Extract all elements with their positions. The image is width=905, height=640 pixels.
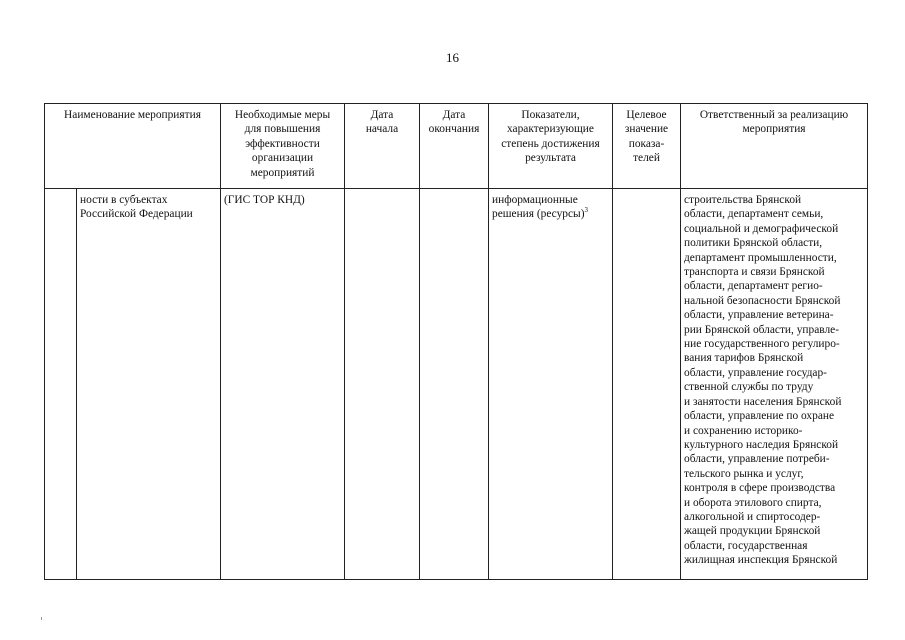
header-target-line: Целевое bbox=[626, 109, 667, 121]
row-indicators bbox=[489, 189, 613, 580]
row-measures bbox=[221, 189, 345, 580]
responsible-line: ние государственного регулиро- bbox=[684, 338, 840, 351]
header-target-line: значение bbox=[624, 123, 669, 136]
responsible-line: вания тарифов Брянской bbox=[684, 352, 804, 365]
row-target-value bbox=[613, 189, 681, 580]
header-indicators bbox=[489, 104, 613, 189]
header-end-date-line: Дата bbox=[442, 109, 466, 121]
responsible-line: области, государственная bbox=[684, 539, 808, 552]
page-number: 16 bbox=[446, 50, 459, 65]
header-measures bbox=[221, 104, 345, 189]
responsible-line: и занятости населения Брянской bbox=[684, 395, 842, 408]
responsible-line: транспорта и связи Брянской bbox=[684, 266, 825, 279]
header-measures-line: Необходимые меры bbox=[234, 109, 331, 121]
responsible-line: жащей продукции Брянской bbox=[684, 525, 821, 538]
event-name-line: ности в субъектах bbox=[80, 194, 168, 206]
header-responsible bbox=[681, 104, 868, 189]
indicators-line bbox=[492, 207, 609, 221]
header-start-date-line: Дата bbox=[370, 109, 394, 121]
responsible-line: области, департамент регио- bbox=[684, 280, 823, 293]
responsible-line: культурного наследия Брянской bbox=[684, 438, 839, 451]
responsible-line: области, управление потреби- bbox=[684, 453, 830, 466]
responsible-line: жилищная инспекция Брянской bbox=[684, 554, 838, 567]
responsible-line: рии Брянской области, управле- bbox=[684, 323, 840, 336]
header-target-line: телей bbox=[633, 152, 660, 165]
header-end-date-line: окончания bbox=[428, 123, 480, 136]
header-target-line: показа- bbox=[628, 137, 665, 150]
header-event-name-text: Наименование мероприятия bbox=[64, 109, 201, 121]
responsible-line: политики Брянской области, bbox=[684, 237, 823, 250]
responsible-line: алкогольной и спиртосодер- bbox=[684, 510, 821, 523]
responsible-line: области, департамент семьи, bbox=[684, 208, 824, 221]
header-start-date-line: начала bbox=[365, 123, 399, 136]
header-measures-line: организации bbox=[251, 152, 314, 165]
row-start-date bbox=[345, 189, 420, 580]
header-end-date bbox=[420, 104, 489, 189]
measures-text: (ГИС ТОР КНД) bbox=[224, 194, 305, 206]
responsible-line: области, управление по охране bbox=[684, 410, 835, 423]
responsible-line: нальной безопасности Брянской bbox=[684, 294, 841, 307]
indicators-line-text: решения (ресурсы) bbox=[492, 208, 585, 221]
header-measures-line: эффективности bbox=[245, 137, 320, 150]
responsible-line: контроля в сфере производства bbox=[684, 482, 836, 495]
header-measures-line: для повышения bbox=[244, 123, 321, 136]
header-indicators-line: Показатели, bbox=[521, 109, 580, 121]
header-indicators-line: результата bbox=[525, 152, 576, 165]
row-number-cell bbox=[45, 189, 77, 580]
responsible-line: тельского рынка и услуг, bbox=[684, 467, 804, 480]
responsible-line: и оборота этилового спирта, bbox=[684, 496, 822, 509]
indicators-line: информационные bbox=[492, 194, 578, 206]
responsible-line: департамент промышленности, bbox=[684, 251, 837, 264]
responsible-line: социальной и демографической bbox=[684, 222, 839, 235]
header-measures-line: мероприятий bbox=[250, 166, 315, 179]
scan-edge-mark bbox=[41, 617, 42, 620]
responsible-line: строительства Брянской bbox=[684, 194, 802, 206]
header-indicators-line: характеризующие bbox=[507, 123, 594, 136]
header-responsible-line: Ответственный за реализацию bbox=[699, 109, 849, 121]
table-row bbox=[45, 189, 868, 580]
footnote-marker: 3 bbox=[584, 206, 588, 215]
action-plan-table bbox=[44, 103, 868, 580]
row-event-name bbox=[77, 189, 221, 580]
responsible-line: области, управление ветерина- bbox=[684, 309, 834, 322]
header-target-value bbox=[613, 104, 681, 189]
responsible-line: области, управление государ- bbox=[684, 366, 827, 379]
header-row bbox=[45, 104, 868, 189]
event-name-line: Российской Федерации bbox=[80, 208, 193, 221]
responsible-line: и сохранению историко- bbox=[684, 424, 803, 437]
responsible-line: ственной службы по труду bbox=[684, 381, 814, 394]
row-responsible bbox=[681, 189, 868, 580]
row-end-date bbox=[420, 189, 489, 580]
header-event-name bbox=[45, 104, 221, 189]
header-indicators-line: степень достижения bbox=[501, 137, 600, 150]
header-start-date bbox=[345, 104, 420, 189]
header-responsible-line: мероприятия bbox=[742, 123, 806, 136]
